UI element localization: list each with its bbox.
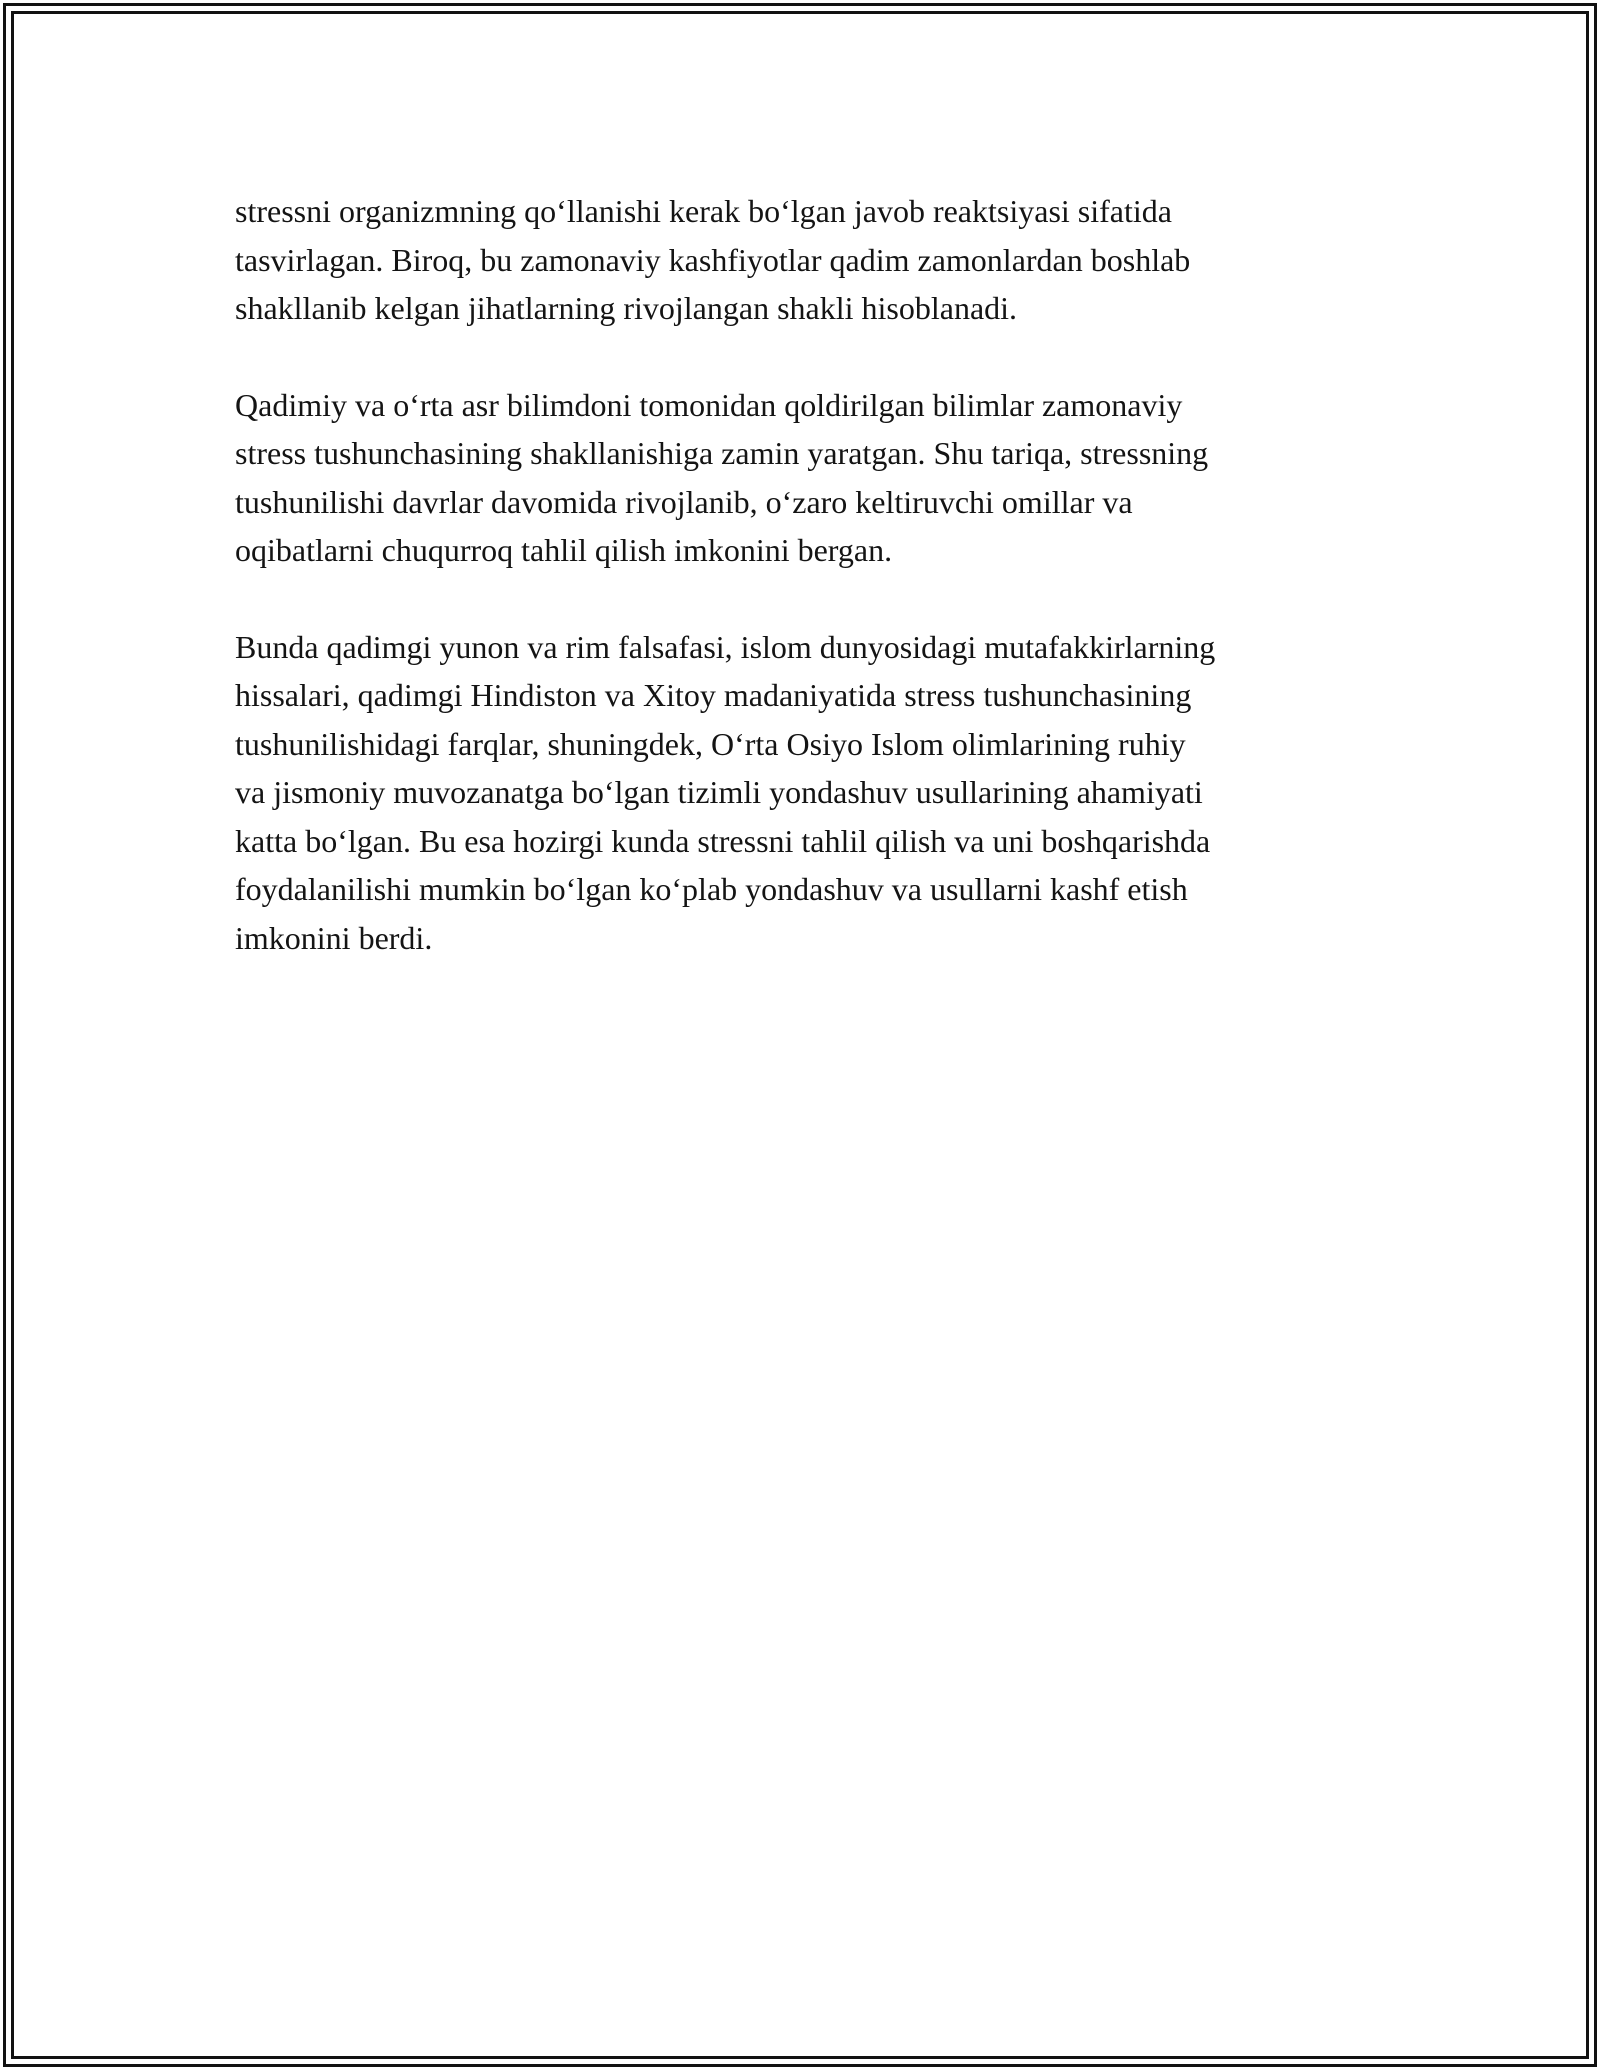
text-line: tushunilishidagi farqlar, shuningdek, O‘rta Osiyo Islom olimlarining ruhiy <box>235 725 1186 762</box>
text-line: shakllanib kelgan jihatlarning rivojlangan shakli hisoblanadi. <box>235 290 1018 326</box>
text-line: tasvirlagan. Biroq, bu zamonaviy kashfiyotlar qadim zamonlardan boshlab <box>235 241 1191 278</box>
text-line: stressni organizmning qo‘llanishi kerak bo‘lgan javob reaktsiyasi sifatida <box>235 193 1172 229</box>
paragraph-1 <box>235 187 1375 333</box>
text-line: hissalari, qadimgi Hindiston va Xitoy madaniyatida stress tushunchasining <box>235 677 1192 713</box>
text-line: katta bo‘lgan. Bu esa hozirgi kunda stressni tahlil qilish va uni boshqarishda <box>235 822 1211 859</box>
text-line: foydalanilishi mumkin bo‘lgan ko‘plab yondashuv va usullarni kashf etish <box>235 871 1188 907</box>
document-body <box>235 187 1375 1010</box>
paragraph-3 <box>235 623 1375 963</box>
text-line: imkonini berdi. <box>235 919 433 956</box>
text-line: va jismoniy muvozanatga bo‘lgan tizimli yondashuv usullarining ahamiyati <box>235 774 1203 810</box>
paragraph-2 <box>235 381 1375 575</box>
text-line: Bunda qadimgi yunon va rim falsafasi, islom dunyosidagi mutafakkirlarning <box>235 628 1216 665</box>
text-line: Qadimiy va o‘rta asr bilimdoni tomonidan qoldirilgan bilimlar zamonaviy <box>235 386 1183 423</box>
text-line: oqibatlarni chuqurroq tahlil qilish imkonini bergan. <box>235 532 893 568</box>
text-line: tushunilishi davrlar davomida rivojlanib, o‘zaro keltiruvchi omillar va <box>235 483 1133 520</box>
text-line: stress tushunchasining shakllanishiga zamin yaratgan. Shu tariqa, stressning <box>235 435 1209 471</box>
